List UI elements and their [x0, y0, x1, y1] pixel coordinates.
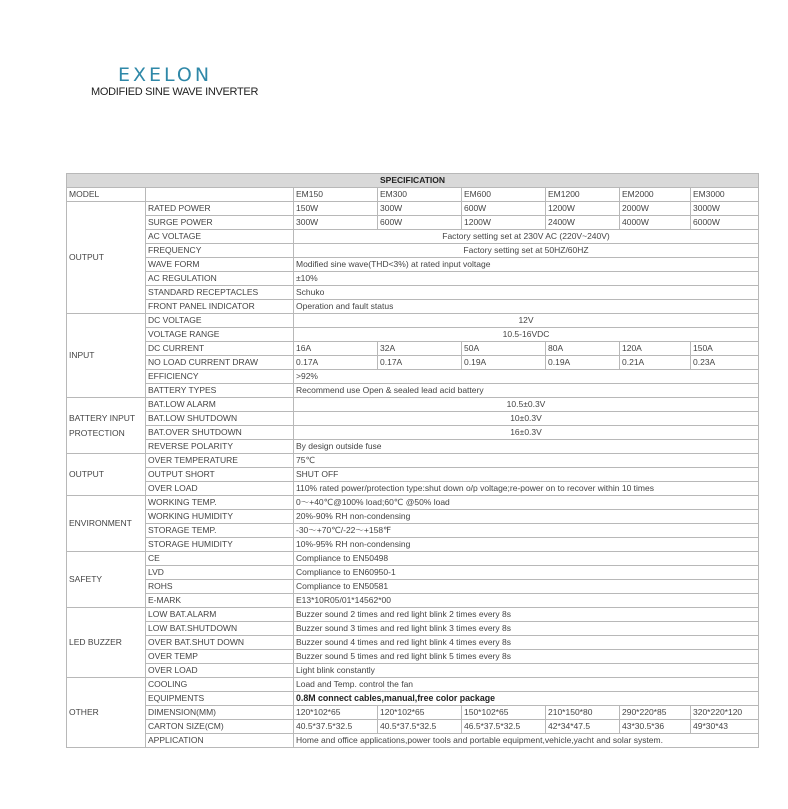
- table-row: [67, 566, 759, 580]
- row-value: 0.23A: [691, 356, 759, 370]
- row-value: 0.8M connect cables,manual,free color package: [294, 692, 759, 706]
- row-value: 120A: [620, 342, 691, 356]
- row-value: 1200W: [462, 216, 546, 230]
- row-label: BAT.LOW ALARM: [146, 398, 294, 412]
- table-row: [67, 258, 759, 272]
- row-label: FREQUENCY: [146, 244, 294, 258]
- row-value: 210*150*80: [546, 706, 620, 720]
- row-value: >92%: [294, 370, 759, 384]
- row-value: Buzzer sound 4 times and red light blink 4 times every 8s: [294, 636, 759, 650]
- group-label: INPUT: [67, 314, 146, 398]
- row-value: 0.17A: [378, 356, 462, 370]
- row-value: Home and office applications,power tools and portable equipment,vehicle,yacht and solar system.: [294, 734, 759, 748]
- group-label: SAFETY: [67, 552, 146, 608]
- row-value: 46.5*37.5*32.5: [462, 720, 546, 734]
- group-label-line: PROTECTION: [69, 427, 125, 438]
- row-value: 10%-95% RH non-condensing: [294, 538, 759, 552]
- row-value: 1200W: [546, 202, 620, 216]
- row-value: 290*220*85: [620, 706, 691, 720]
- row-value: 120*102*65: [294, 706, 378, 720]
- row-label: WORKING HUMIDITY: [146, 510, 294, 524]
- row-label: FRONT PANEL INDICATOR: [146, 300, 294, 314]
- row-value: 0.21A: [620, 356, 691, 370]
- row-value: 75℃: [294, 454, 759, 468]
- model-name: EM150: [294, 188, 378, 202]
- row-label: WAVE FORM: [146, 258, 294, 272]
- row-label: DC CURRENT: [146, 342, 294, 356]
- row-value: SHUT OFF: [294, 468, 759, 482]
- row-value: 150A: [691, 342, 759, 356]
- table-row: [67, 454, 759, 468]
- row-label: OVER LOAD: [146, 664, 294, 678]
- row-label: E-MARK: [146, 594, 294, 608]
- row-value: 43*30.5*36: [620, 720, 691, 734]
- row-label: CARTON SIZE(CM): [146, 720, 294, 734]
- table-row: [67, 468, 759, 482]
- row-value: Compliance to EN50498: [294, 552, 759, 566]
- table-header-row: [67, 174, 759, 188]
- table-row: [67, 202, 759, 216]
- row-value: Load and Temp. control the fan: [294, 678, 759, 692]
- row-value: Modified sine wave(THD<3%) at rated input voltage: [294, 258, 759, 272]
- row-value: 3000W: [691, 202, 759, 216]
- table-row: [67, 692, 759, 706]
- row-label: COOLING: [146, 678, 294, 692]
- table-row: [67, 678, 759, 692]
- row-value: 6000W: [691, 216, 759, 230]
- table-row: [67, 426, 759, 440]
- table-row: [67, 496, 759, 510]
- row-value: 600W: [462, 202, 546, 216]
- row-value: 2000W: [620, 202, 691, 216]
- table-row: [67, 412, 759, 426]
- row-value: 16A: [294, 342, 378, 356]
- row-label: NO LOAD CURRENT DRAW: [146, 356, 294, 370]
- row-value: 150W: [294, 202, 378, 216]
- row-label: CE: [146, 552, 294, 566]
- row-label: AC VOLTAGE: [146, 230, 294, 244]
- row-value: Compliance to EN50581: [294, 580, 759, 594]
- row-label: STANDARD RECEPTACLES: [146, 286, 294, 300]
- row-value: 110% rated power/protection type:shut down o/p voltage;re-power on to recover within 10 times: [294, 482, 759, 496]
- row-label: EQUIPMENTS: [146, 692, 294, 706]
- row-value: 20%-90% RH non-condensing: [294, 510, 759, 524]
- row-label: RATED POWER: [146, 202, 294, 216]
- row-label: ROHS: [146, 580, 294, 594]
- product-subtitle: MODIFIED SINE WAVE INVERTER: [91, 86, 259, 98]
- row-value: 16±0.3V: [294, 426, 759, 440]
- row-value: 42*34*47.5: [546, 720, 620, 734]
- model-name: EM3000: [691, 188, 759, 202]
- table-row: [67, 594, 759, 608]
- table-row: [67, 734, 759, 748]
- table-row: [67, 370, 759, 384]
- row-label: APPLICATION: [146, 734, 294, 748]
- row-label: OVER BAT.SHUT DOWN: [146, 636, 294, 650]
- row-value: E13*10R05/01*14562*00: [294, 594, 759, 608]
- row-label: DIMENSION(MM): [146, 706, 294, 720]
- row-value: 40.5*37.5*32.5: [294, 720, 378, 734]
- row-value: 150*102*65: [462, 706, 546, 720]
- row-label: LOW BAT.ALARM: [146, 608, 294, 622]
- group-label-line: BATTERY INPUT: [69, 412, 136, 423]
- row-label: BAT.LOW SHUTDOWN: [146, 412, 294, 426]
- table-row: [67, 608, 759, 622]
- row-label: OVER TEMPERATURE: [146, 454, 294, 468]
- row-label: BAT.OVER SHUTDOWN: [146, 426, 294, 440]
- row-value: 120*102*65: [378, 706, 462, 720]
- row-value: Light blink constantly: [294, 664, 759, 678]
- table-row: [67, 538, 759, 552]
- table-row: [67, 272, 759, 286]
- table-row: [67, 384, 759, 398]
- row-value: Factory setting set at 50HZ/60HZ: [294, 244, 759, 258]
- row-label: EFFICIENCY: [146, 370, 294, 384]
- table-row: [67, 650, 759, 664]
- row-value: 320*220*120: [691, 706, 759, 720]
- row-label: LVD: [146, 566, 294, 580]
- brand-logo: EXELON: [118, 64, 213, 86]
- row-value: 300W: [378, 202, 462, 216]
- table-row: [67, 398, 759, 412]
- row-label: OUTPUT SHORT: [146, 468, 294, 482]
- row-value: Operation and fault status: [294, 300, 759, 314]
- row-value: Buzzer sound 2 times and red light blink 2 times every 8s: [294, 608, 759, 622]
- row-value: 50A: [462, 342, 546, 356]
- group-label: ENVIRONMENT: [67, 496, 146, 552]
- row-value: ±10%: [294, 272, 759, 286]
- model-name: EM1200: [546, 188, 620, 202]
- row-value: 12V: [294, 314, 759, 328]
- row-value: 0～+40℃@100% load;60℃ @50% load: [294, 496, 759, 510]
- model-name: EM2000: [620, 188, 691, 202]
- group-label: OUTPUT: [67, 454, 146, 496]
- row-value: 600W: [378, 216, 462, 230]
- table-row: [67, 622, 759, 636]
- group-label: [67, 398, 146, 454]
- empty-cell: [146, 188, 294, 202]
- table-row: [67, 580, 759, 594]
- row-value: 0.17A: [294, 356, 378, 370]
- table-row: [67, 706, 759, 720]
- table-row: [67, 300, 759, 314]
- row-label: BATTERY TYPES: [146, 384, 294, 398]
- row-label: REVERSE POLARITY: [146, 440, 294, 454]
- row-value: 300W: [294, 216, 378, 230]
- table-row: [67, 244, 759, 258]
- row-label: SURGE POWER: [146, 216, 294, 230]
- row-value: 40.5*37.5*32.5: [378, 720, 462, 734]
- row-label: DC VOLTAGE: [146, 314, 294, 328]
- table-title: SPECIFICATION: [67, 174, 759, 188]
- row-label: WORKING TEMP.: [146, 496, 294, 510]
- row-value: 10±0.3V: [294, 412, 759, 426]
- model-label: MODEL: [67, 188, 146, 202]
- table-row: [67, 482, 759, 496]
- table-row: [67, 510, 759, 524]
- table-row: [67, 664, 759, 678]
- row-label: LOW BAT.SHUTDOWN: [146, 622, 294, 636]
- table-row: [67, 216, 759, 230]
- row-value: Buzzer sound 3 times and red light blink 3 times every 8s: [294, 622, 759, 636]
- row-value: 80A: [546, 342, 620, 356]
- row-value: Buzzer sound 5 times and red light blink 5 times every 8s: [294, 650, 759, 664]
- table-row: [67, 328, 759, 342]
- group-label: LED BUZZER: [67, 608, 146, 678]
- row-value: Factory setting set at 230V AC (220V~240V): [294, 230, 759, 244]
- row-value: -30～+70℃/-22～+158℉: [294, 524, 759, 538]
- table-row: [67, 230, 759, 244]
- row-label: STORAGE TEMP.: [146, 524, 294, 538]
- model-name: EM600: [462, 188, 546, 202]
- table-row: [67, 356, 759, 370]
- row-value: 10.5±0.3V: [294, 398, 759, 412]
- row-value: 0.19A: [546, 356, 620, 370]
- row-value: Compliance to EN60950-1: [294, 566, 759, 580]
- model-row: [67, 188, 759, 202]
- row-label: STORAGE HUMIDITY: [146, 538, 294, 552]
- table-row: [67, 636, 759, 650]
- row-value: 32A: [378, 342, 462, 356]
- row-label: OVER LOAD: [146, 482, 294, 496]
- model-name: EM300: [378, 188, 462, 202]
- table-row: [67, 552, 759, 566]
- table-row: [67, 342, 759, 356]
- table-row: [67, 720, 759, 734]
- row-label: OVER TEMP: [146, 650, 294, 664]
- row-value: Recommend use Open & sealed lead acid battery: [294, 384, 759, 398]
- row-value: 10.5-16VDC: [294, 328, 759, 342]
- row-value: 4000W: [620, 216, 691, 230]
- row-value: 2400W: [546, 216, 620, 230]
- specification-table: [66, 173, 759, 748]
- group-label: OTHER: [67, 678, 146, 748]
- row-label: AC REGULATION: [146, 272, 294, 286]
- row-value: By design outside fuse: [294, 440, 759, 454]
- table-row: [67, 524, 759, 538]
- table-row: [67, 440, 759, 454]
- row-label: VOLTAGE RANGE: [146, 328, 294, 342]
- row-value: 49*30*43: [691, 720, 759, 734]
- row-value: Schuko: [294, 286, 759, 300]
- table-row: [67, 286, 759, 300]
- group-label: OUTPUT: [67, 202, 146, 314]
- row-value: 0.19A: [462, 356, 546, 370]
- table-row: [67, 314, 759, 328]
